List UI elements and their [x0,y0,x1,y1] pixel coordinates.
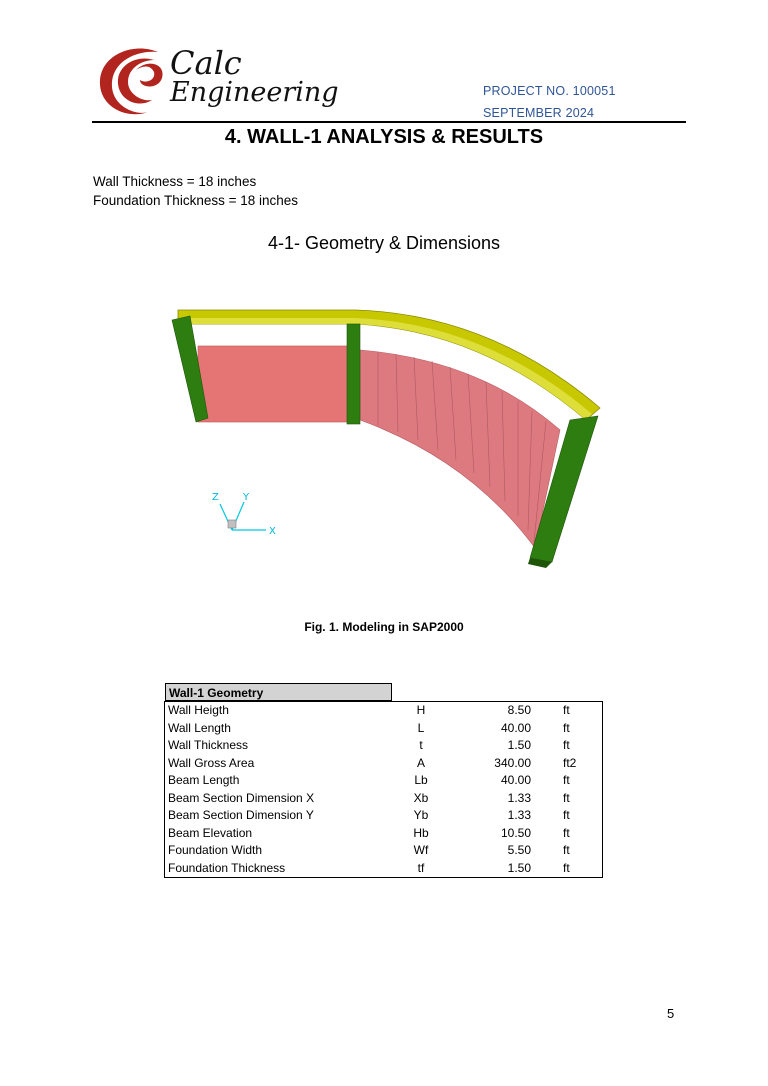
straight-wall-panel [198,346,348,422]
cell-value: 40.00 [500,720,531,735]
geometry-table-header: Wall-1 Geometry [165,683,392,701]
logo-text-engineering: Engineering [170,77,339,108]
cell-symbol: Hb [413,825,429,840]
cell-value: 40.00 [500,773,531,787]
cell-value: 340.00 [494,755,531,770]
cell-name: Beam Elevation [168,825,253,840]
cell-name: Beam Section Dimension Y [168,808,314,822]
cell-name: Wall Length [168,720,231,735]
intro-paragraph [93,172,298,210]
cell-value: 1.50 [507,738,531,752]
subsection-title: 4-1- Geometry & Dimensions [267,233,501,253]
logo-swirl-icon [100,48,163,114]
cell-name: Foundation Width [168,843,263,857]
cell-unit: ft [563,860,570,875]
table-row [165,772,603,790]
foundation-thickness-line: Foundation Thickness = 18 inches [93,193,299,208]
cell-unit: ft [563,738,570,752]
cell-unit: ft [563,703,570,717]
axis-label-x: X [269,526,276,537]
cell-symbol: H [416,703,426,717]
cell-value: 1.50 [507,860,531,875]
geometry-table [164,701,603,878]
axis-label-z: Z [212,492,219,503]
header-divider [92,121,686,123]
page-number: 5 [667,1006,675,1021]
table-row [165,842,603,860]
logo-wordmark [170,44,339,108]
axis-triad-icon [220,502,266,530]
project-date: SEPTEMBER 2024 [483,106,595,120]
section-title: 4. WALL-1 ANALYSIS & RESULTS [224,126,544,148]
cell-symbol: tf [417,860,425,875]
cell-symbol: Xb [413,790,429,805]
cell-value: 10.50 [500,825,531,840]
curved-wall-panel [360,350,560,548]
table-row [165,825,603,843]
cell-symbol: A [416,755,425,770]
cell-unit: ft [563,808,570,822]
cell-symbol: Wf [413,843,429,857]
figure-caption: Fig. 1. Modeling in SAP2000 [304,620,464,634]
table-row [165,807,603,825]
wall-thickness-line: Wall Thickness = 18 inches [93,174,257,189]
cell-value: 1.33 [507,808,531,822]
project-number: PROJECT NO. 100051 [483,84,616,98]
cell-unit: ft [563,843,570,857]
cell-unit: ft2 [563,755,577,770]
table-row [165,702,603,720]
cell-name: Wall Thickness [168,738,249,752]
cell-symbol: L [417,720,425,735]
cell-symbol: Lb [414,773,428,787]
cell-name: Beam Section Dimension X [168,790,315,805]
axis-label-y: Y [243,492,250,503]
cell-name: Wall Gross Area [168,755,255,770]
table-row [165,720,603,738]
cell-name: Beam Length [168,773,240,787]
cell-value: 8.50 [507,703,531,717]
table-row [165,790,603,808]
cell-value: 5.50 [507,843,531,857]
cell-value: 1.33 [507,790,531,805]
cell-unit: ft [563,773,570,787]
cell-unit: ft [563,790,570,805]
cell-unit: ft [563,720,570,735]
logo-text-calc: Calc [170,44,242,82]
cell-name: Wall Heigth [168,703,229,717]
table-row [165,860,603,878]
cell-unit: ft [563,825,570,840]
cell-name: Foundation Thickness [168,860,286,875]
table-row [165,737,603,755]
cell-symbol: Yb [413,808,429,822]
column-middle [347,324,360,424]
cell-symbol: t [419,738,423,752]
table-row [165,755,603,773]
project-info [483,80,616,124]
sap2000-model-figure [150,290,630,580]
